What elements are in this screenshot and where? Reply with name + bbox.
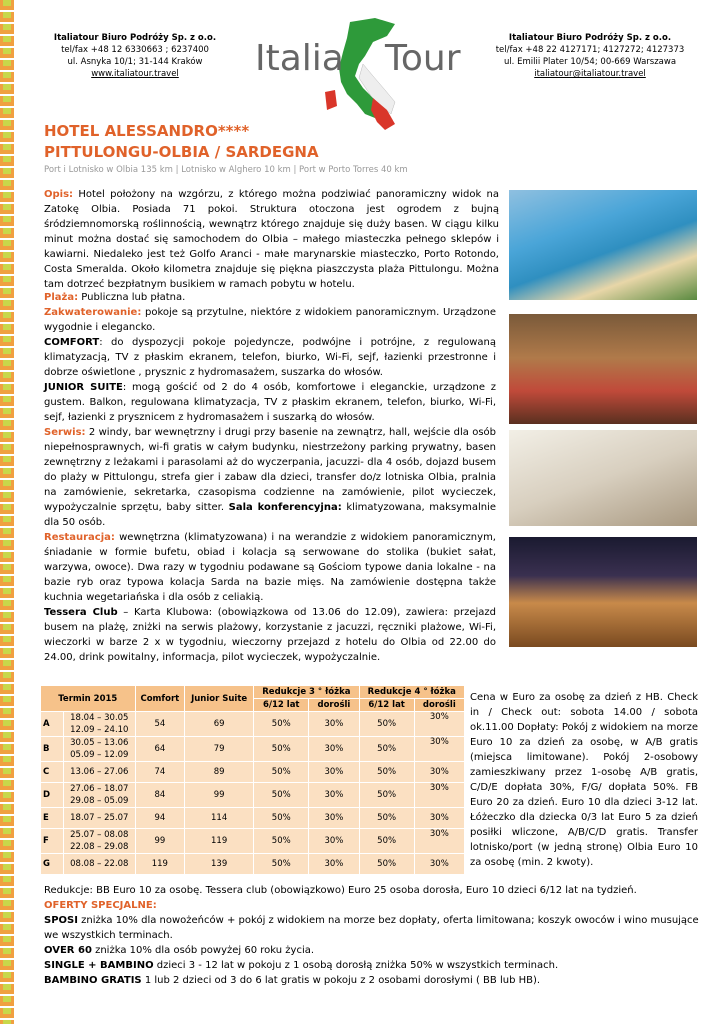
photo-hotel-night [509,537,697,647]
header-612: 6/12 lat [359,699,414,712]
over-label: OVER 60 [44,945,92,956]
price-table [40,685,465,875]
red3-child: 50% [254,762,309,783]
hotel-name: HOTEL ALESSANDRO**** [44,122,250,140]
row-key: C [41,762,64,783]
table-row [41,783,465,808]
date-range: 25.07 – 08.08 [70,830,129,840]
hotel-location: PITTULONGU-OLBIA / SARDEGNA [44,143,319,161]
red3-adult: 30% [309,712,359,737]
header-red3: Redukcje 3 ° łóżka [254,686,359,699]
header-office-warszawa [495,32,685,80]
date-range: 29.08 – 05.09 [70,796,129,806]
row-key: D [41,783,64,808]
junior-price: 114 [185,808,254,829]
comfort-price: 99 [135,829,184,854]
comfort-price: 74 [135,762,184,783]
office-phone: tel/fax +48 22 4127171; 4127272; 4127373 [495,45,685,55]
italiatour-logo [255,14,465,134]
red3-child: 50% [254,712,309,737]
red4-adult: 30% [414,762,464,783]
bambino-offer [44,973,704,988]
row-key: A [41,712,64,737]
serwis-paragraph [44,425,496,530]
header-dor: dorośli [414,699,464,712]
office-address: ul. Asnyka 10/1; 31-144 Kraków [67,57,203,67]
row-key: E [41,808,64,829]
red3-adult: 30% [309,854,359,875]
row-dates [64,712,136,737]
red4-child: 50% [359,712,414,737]
serwis-text: 2 windy, bar wewnętrzny i drugi przy basenie na zewnątrz, hall, wejście dla osób niepełnosprawnych, wi-fi gratis w całym budynku, niestrzeżony parking prywatny, basen zewnętrzny z leżakami i parasolami aż do wyczerpania, jacuzzi- dla 4 osób, dojazd busem do plaży w Pittulongu, strefa gier i zabaw dla dzieci, transfer do/z lotniska Olbia, pralnia na zamówienie, sekretarka, czasopisma codzienne na zamówienie, pilot wycieczek, wypożyczalnie sprzętu, baby sitter. [44,427,497,513]
office-phone: tel/fax +48 12 6330663 ; 6237400 [61,45,209,55]
red4-adult: 30% [414,829,464,854]
table-row [41,829,465,854]
red4-child: 50% [359,854,414,875]
table-row [41,808,465,829]
comfort-price: 94 [135,808,184,829]
junior-price: 89 [185,762,254,783]
red3-child: 50% [254,808,309,829]
opis-paragraph [44,187,499,292]
header-office-krakow [40,32,230,80]
junior-price: 69 [185,712,254,737]
junior-label: JUNIOR SUITE [44,382,123,393]
table-row [41,712,465,737]
red3-adult: 30% [309,783,359,808]
over-offer [44,943,704,958]
row-key: F [41,829,64,854]
red3-adult: 30% [309,808,359,829]
red3-child: 50% [254,854,309,875]
red3-child: 50% [254,829,309,854]
header-612: 6/12 lat [254,699,309,712]
photo-bay-beach [509,190,697,300]
comfort-text: : do dyspozycji pokoje pojedyncze, podwójne i potrójne, z regulowaną klimatyzacją, TV z płaskim ekranem, telefon, biurko, Wi-Fi, sejf, łazienki przestronne i dobrze oświetlone , prysznic z hydromasażem, suszarka do włosów. [44,337,496,378]
zakw-label: Zakwaterowanie: [44,307,142,318]
serwis-label: Serwis: [44,427,86,438]
row-key: B [41,737,64,762]
comfort-label: COMFORT [44,337,100,348]
comfort-price: 64 [135,737,184,762]
opis-label: Opis: [44,189,74,200]
red4-adult: 30% [414,712,464,737]
row-dates [64,808,136,829]
single-label: SINGLE + BAMBINO [44,960,154,971]
hotel-description [44,187,499,292]
table-row [41,737,465,762]
red3-adult: 30% [309,829,359,854]
logo-word-italia: Italia [255,38,344,79]
single-text: dzieci 3 - 12 lat w pokoju z 1 osobą dorosłą zniżka 50% w wszystkich terminach. [156,960,559,971]
sposi-label: SPOSI [44,915,78,926]
hotel-details [44,290,496,665]
plaza-label: Plaża: [44,292,79,303]
comfort-price: 119 [135,854,184,875]
photo-bathroom [509,430,697,526]
decorative-border [0,0,14,1024]
date-range: 05.09 – 12.09 [70,750,129,760]
red4-child: 50% [359,829,414,854]
sala-label: Sala konferencyjna: [228,502,342,513]
office-address: ul. Emilii Plater 10/54; 00-669 Warszawa [503,57,677,67]
row-dates [64,737,136,762]
sposi-offer [44,913,704,943]
plaza-text: Publiczna lub płatna. [81,292,186,303]
red4-adult: 30% [414,854,464,875]
rest-label: Restauracja: [44,532,115,543]
photo-hotel-room [509,314,697,424]
header-red4: Redukcje 4 ° łóżka [359,686,464,699]
tessera-paragraph [44,605,496,665]
red3-child: 50% [254,737,309,762]
row-dates [64,783,136,808]
bambino-label: BAMBINO GRATIS [44,975,142,986]
rest-text: wewnętrzna (klimatyzowana) i na werandzie z widokiem panoramicznym, śniadanie w formie bufetu, obiad i kolacja są serwowane do stolika (bukiet sałat, warzywa, owoce). Dwa razy w tygodniu podawane są Gościom typowe dania lokalne - na bazie ryb oraz typowa kolacja Sarda na bazie mięs. Na zamówienie dostępna także kuchnia wegetariańska i dla osób z celiakią. [44,532,496,603]
sala-text: klimatyzowana, maksymalnie dla 50 osób. [44,502,496,528]
rest-paragraph [44,530,496,605]
tessera-text: – Karta Klubowa: (obowiązkowa od 13.06 do 12.09), zawiera: przejazd busem na plażę, zniżki na serwis plażowy, korzystanie z jacuzzi, ręczniki plażowe, Wi-Fi, wieczorki w barze 2 x w tygodniu, wieczorny przejazd z hotelu do Olbia od 22.00 do 24.00, drink powitalny, informacja, pilot wycieczek, wypożyczalnie. [44,607,497,663]
junior-text: : mogą gościć od 2 do 4 osób, komfortowe i eleganckie, urządzone z gustem. Balkon, regulowana klimatyzacja, TV z płaskim ekranem, telefon, biurko, Wi-Fi, sejf, łazienki z prysznicem z hydromasażem i suszarką do włosów. [44,382,497,423]
office-name: Italiatour Biuro Podróży Sp. z o.o. [508,33,672,43]
red4-child: 50% [359,737,414,762]
header-dor: dorośli [309,699,359,712]
junior-price: 119 [185,829,254,854]
red3-adult: 30% [309,762,359,783]
single-offer [44,958,704,973]
footer-offers [44,883,704,988]
office-name: Italiatour Biuro Podróży Sp. z o.o. [53,33,217,43]
red4-child: 50% [359,783,414,808]
header-comfort: Comfort [135,686,184,712]
row-dates [64,829,136,854]
red4-child: 50% [359,762,414,783]
comfort-paragraph [44,335,496,380]
red4-adult: 30% [414,808,464,829]
opis-text: Hotel położony na wzgórzu, z którego można podziwiać panoramiczny widok na Zatokę Olbia. Posiada 71 pokoi. Struktura otoczona jest ogrodem z bujną śródziemnomorską roślinnością, wewnątrz którego znajduje się duży basen. W ciągu kilku minut można dostać się samochodem do Olbia – małego miasteczka pełnego sklepów i kawiarni. Niedaleko jest też Golfo Aranci - małe marynarskie miasteczko, Porto Rotondo, Costa Smeralda. Około kilometra znajduje się piękna piaszczysta plaża Pittulongu. Można tam dotrzeć bezpłatnym busikiem w ramach pobytu w hotelu. [44,189,499,290]
red3-child: 50% [254,783,309,808]
zakw-text: pokoje są przytulne, niektóre z widokiem panoramicznym. Urządzone wygodnie i elegancko. [44,307,496,333]
zakw-paragraph [44,305,496,335]
date-range: 13.06 – 27.06 [70,767,129,777]
row-dates [64,854,136,875]
header-junior: Junior Suite [185,686,254,712]
date-range: 12.09 – 24.10 [70,725,129,735]
plaza-paragraph [44,290,496,305]
row-key: G [41,854,64,875]
date-range: 22.08 – 29.08 [70,842,129,852]
date-range: 08.08 – 22.08 [70,859,129,869]
junior-price: 79 [185,737,254,762]
junior-price: 139 [185,854,254,875]
price-notes: Cena w Euro za osobę za dzień z HB. Check in / Check out: sobota 14.00 / sobota ok.11.00 Dopłaty: Pokój z widokiem na morze Euro 10 za dzień za osobę, w A/B gratis (miejsca limitowane). Pokój 2-osobowy zamieszkiwany przez 1-osobę A/B gratis, C/D/E dopłata 30%, F/G/ dopłata 50%. FB Euro 20 za dzień. Euro 10 dla dzieci 3-12 lat. Łóżeczko dla dziecka 0/3 lat Euro 5 za dzień posiłki wliczone, A/B/C/D gratis. Transfer lotnisko/port (w jedną stronę) Olbia Euro 10 za osobę (min. 2 kwoty). [470,692,698,868]
date-range: 18.04 – 30.05 [70,713,129,723]
date-range: 30.05 – 13.06 [70,738,129,748]
red4-adult: 30% [414,737,464,762]
red4-adult: 30% [414,783,464,808]
email-link[interactable]: italiatour@italiatour.travel [534,69,646,79]
comfort-price: 84 [135,783,184,808]
date-range: 27.06 – 18.07 [70,784,129,794]
junior-price: 99 [185,783,254,808]
table-row [41,762,465,783]
tessera-label: Tessera Club [44,607,118,618]
row-dates [64,762,136,783]
bambino-text: 1 lub 2 dzieci od 3 do 6 lat gratis w pokoju z 2 osobami dorosłymi ( BB lub HB). [144,975,541,986]
comfort-price: 54 [135,712,184,737]
website-link[interactable]: www.italiatour.travel [91,69,179,79]
sposi-text: zniżka 10% dla nowożeńców + pokój z widokiem na morze bez dopłaty, oferta limitowana; koszyk owoców i wino musujące we wszystkich terminach. [44,915,699,941]
junior-paragraph [44,380,496,425]
header-termin: Termin 2015 [41,686,136,712]
table-header-row [41,686,465,699]
red4-child: 50% [359,808,414,829]
red3-adult: 30% [309,737,359,762]
oferty-heading: OFERTY SPECJALNE: [44,900,157,911]
table-row [41,854,465,875]
redukcje-text: Redukcje: BB Euro 10 za osobę. Tessera club (obowiązkowo) Euro 25 osoba dorosła, Euro 10 dzieci 6/12 lat na tydzień. [44,885,637,896]
transport-info: Port i Lotnisko w Olbia 135 km | Lotnisko w Alghero 10 km | Port w Porto Torres 40 km [44,165,408,175]
date-range: 18.07 – 25.07 [70,813,129,823]
logo-word-tour: Tour [385,38,461,79]
over-text: zniżka 10% dla osób powyżej 60 roku życia. [95,945,315,956]
